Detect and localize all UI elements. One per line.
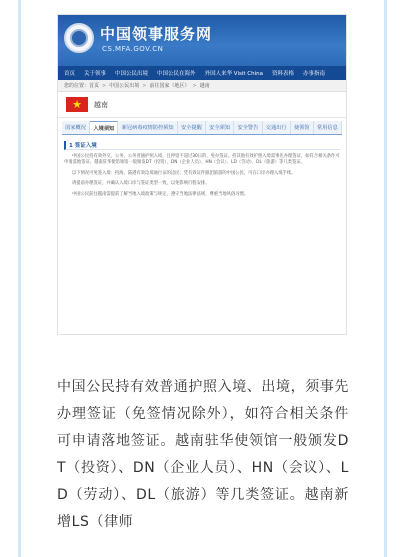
- breadcrumb-item: 越南: [199, 83, 210, 89]
- tab-useful-info[interactable]: 常用信息: [314, 121, 342, 134]
- site-title[interactable]: 中国领事服务网: [100, 25, 213, 43]
- country-header: [58, 92, 346, 118]
- tab-entry-info[interactable]: 入境须知: [90, 121, 118, 134]
- nav-item-outbound[interactable]: 中国公民出境: [115, 71, 149, 77]
- nav-item-overseas[interactable]: 中国公民在海外: [157, 71, 196, 77]
- vietnam-flag-icon: [66, 97, 88, 112]
- breadcrumb-item[interactable]: 您的位置：首页: [64, 83, 100, 89]
- breadcrumb-item[interactable]: 中国公民出境: [109, 83, 140, 89]
- breadcrumb-item[interactable]: 前往国家（地区）: [149, 83, 190, 89]
- nav-item-forms[interactable]: 资料表格: [272, 71, 295, 77]
- nav-item-about[interactable]: 关于领事: [84, 71, 107, 77]
- emblem-logo-icon[interactable]: [64, 23, 94, 53]
- tab-safety-reminder[interactable]: 安全提醒: [178, 121, 206, 134]
- breadcrumb-separator: >: [192, 82, 197, 89]
- right-border-line: [384, 0, 387, 557]
- nav-item-home[interactable]: 首页: [64, 71, 76, 77]
- left-border-line: [18, 0, 21, 557]
- section-paragraph: 以下情况可免签入境：持海、陆港有效边境通行证的边民；凭有效证件跟团旅游的中国公民，可在口岸办理入境手续。: [72, 170, 296, 176]
- main-nav: [58, 66, 346, 80]
- site-header: [58, 15, 346, 66]
- tab-overview[interactable]: 国家概况: [62, 121, 90, 134]
- tab-safety-notes[interactable]: 安全须知: [206, 121, 234, 134]
- site-url: CS.MFA.GOV.CN: [102, 45, 164, 53]
- country-name: 越南: [94, 100, 108, 109]
- section-paragraph: 中国公民前往越南需提前了解当地入境政策与规定，遵守当地法律法规，尊重当地风俗习惯。: [72, 191, 249, 197]
- tab-transport[interactable]: 交通出行: [263, 121, 291, 134]
- info-tabs: [62, 121, 342, 135]
- visa-entry-section: [64, 141, 340, 198]
- nav-item-guide[interactable]: 办事指南: [303, 71, 326, 77]
- section-paragraph: 中国公民持有效外交、公务、公务普通护照入境，且停留不超过30日的，免办签证。持其他有效护照入境需事先办理签证，如符合相关条件可申请落地签证。越南驻华使馆领馆一般颁发DT（投资）、DN（企业人员）、HN（会议）、LD（劳动）、DL（旅游）等几类签证。: [64, 154, 340, 166]
- nav-item-visit-china[interactable]: 外国人来华 Visit China: [204, 71, 263, 77]
- tab-safety-warning[interactable]: 安全警告: [234, 121, 262, 134]
- breadcrumb: [58, 80, 346, 92]
- flag-star-icon: ★: [72, 98, 82, 111]
- article-text: 中国公民持有效普通护照入境、出境，须事先办理签证（免签情况除外），如符合相关条件可申请落地签证。越南驻华使领馆一般颁发DT（投资）、DN（企业人员）、HN（会议）、LD（劳动）、DL（旅游）等几类签证。越南新增LS（律师: [57, 379, 349, 530]
- breadcrumb-separator: >: [102, 82, 107, 89]
- breadcrumb-separator: >: [142, 82, 147, 89]
- tab-embassy[interactable]: 使领馆: [291, 121, 314, 134]
- section-title: 1 签证入境: [64, 141, 340, 150]
- tab-covid[interactable]: 新冠病毒疫情防控须知: [118, 121, 177, 134]
- website-screenshot: [57, 14, 347, 335]
- section-paragraph: 请提前办理签证，并确认入境口岸与签证类型一致，以免影响行程安排。: [72, 181, 210, 187]
